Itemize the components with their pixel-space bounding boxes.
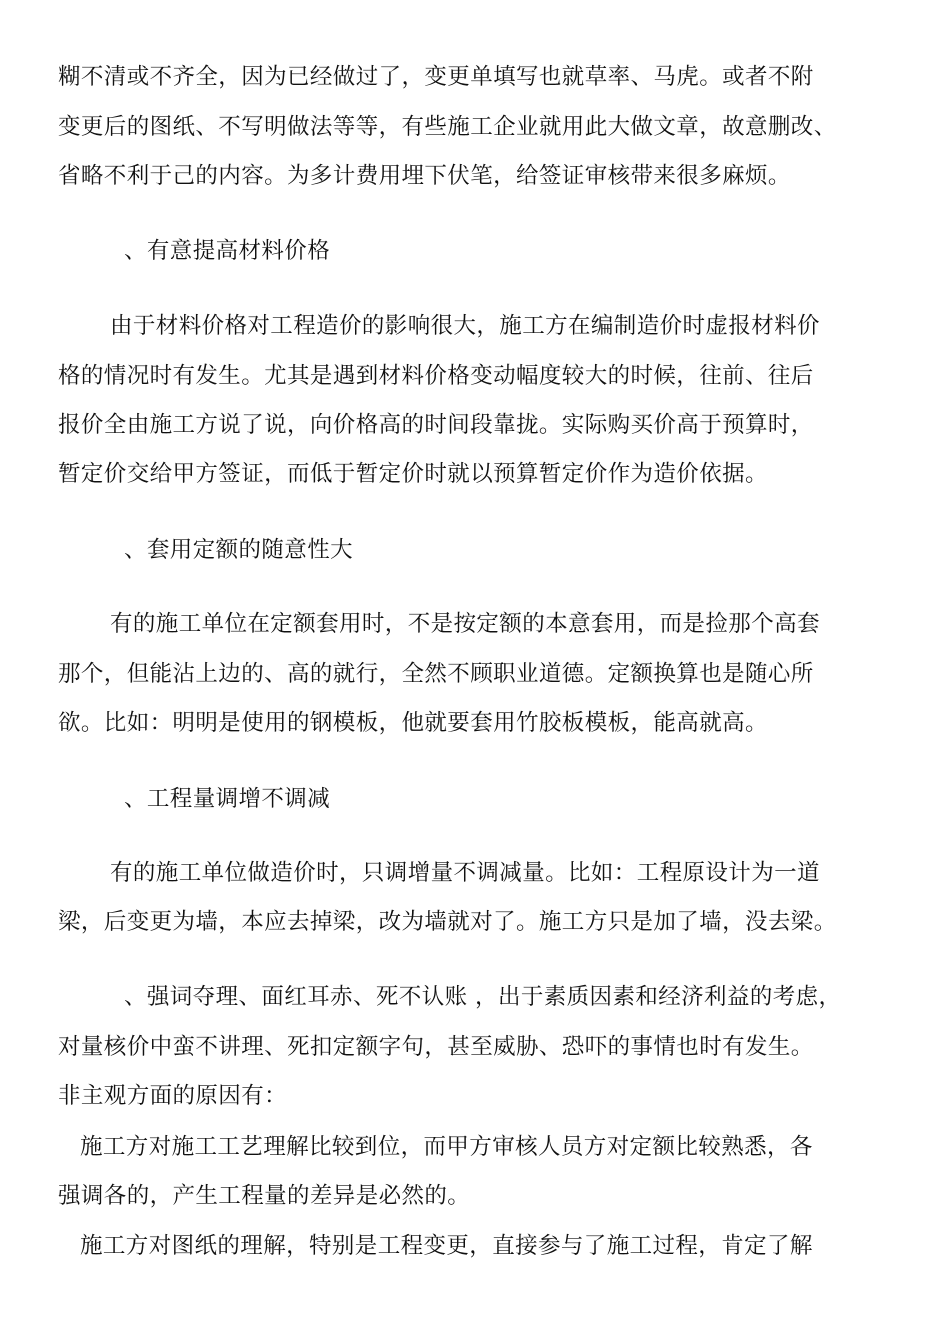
text-line: 那个，但能沾上边的、高的就行，全然不顾职业道德。定额换算也是随心所	[58, 661, 814, 687]
text-line: 强调各的，产生工程量的差异是必然的。	[58, 1183, 471, 1209]
text-line: 梁，后变更为墙，本应去掉梁，改为墙就对了。施工方只是加了墙，没去梁。	[58, 909, 837, 935]
section-heading: 、套用定额的随意性大	[124, 537, 354, 563]
section-heading: 、工程量调增不调减	[124, 786, 331, 812]
text-line: 省略不利于己的内容。为多计费用埋下伏笔，给签证审核带来很多麻烦。	[58, 163, 791, 189]
text-line: 由于材料价格对工程造价的影响很大，施工方在编制造价时虚报材料价	[110, 313, 820, 339]
text-line: 有的施工单位做造价时，只调增量不调减量。比如：工程原设计为一道	[110, 860, 820, 886]
text-line: 施工方对图纸的理解，特别是工程变更，直接参与了施工过程，肯定了解	[80, 1233, 813, 1259]
text-line: 对量核价中蛮不讲理、死扣定额字句，甚至威胁、恐吓的事情也时有发生。	[58, 1034, 814, 1060]
text-line: 报价全由施工方说了说，向价格高的时间段靠拢。实际购买价高于预算时，	[58, 412, 814, 438]
section-heading: 、强词夺理、面红耳赤、死不认账 ，出于素质因素和经济利益的考虑，	[124, 984, 842, 1010]
text-line: 施工方对施工工艺理解比较到位，而甲方审核人员方对定额比较熟悉，各	[80, 1134, 813, 1160]
text-line: 暂定价交给甲方签证，而低于暂定价时就以预算暂定价作为造价依据。	[58, 461, 768, 487]
text-line: 有的施工单位在定额套用时，不是按定额的本意套用，而是捡那个高套	[110, 611, 820, 637]
text-line: 变更后的图纸、不写明做法等等，有些施工企业就用此大做文章，故意删改、	[58, 114, 837, 140]
text-line: 欲。比如：明明是使用的钢模板，他就要套用竹胶板模板，能高就高。	[58, 710, 768, 736]
text-line: 非主观方面的原因有：	[58, 1083, 288, 1109]
text-line: 糊不清或不齐全，因为已经做过了，变更单填写也就草率、马虎。或者不附	[58, 64, 814, 90]
text-line: 格的情况时有发生。尤其是遇到材料价格变动幅度较大的时候，往前、往后	[58, 363, 814, 389]
section-heading: 、有意提高材料价格	[124, 238, 331, 264]
